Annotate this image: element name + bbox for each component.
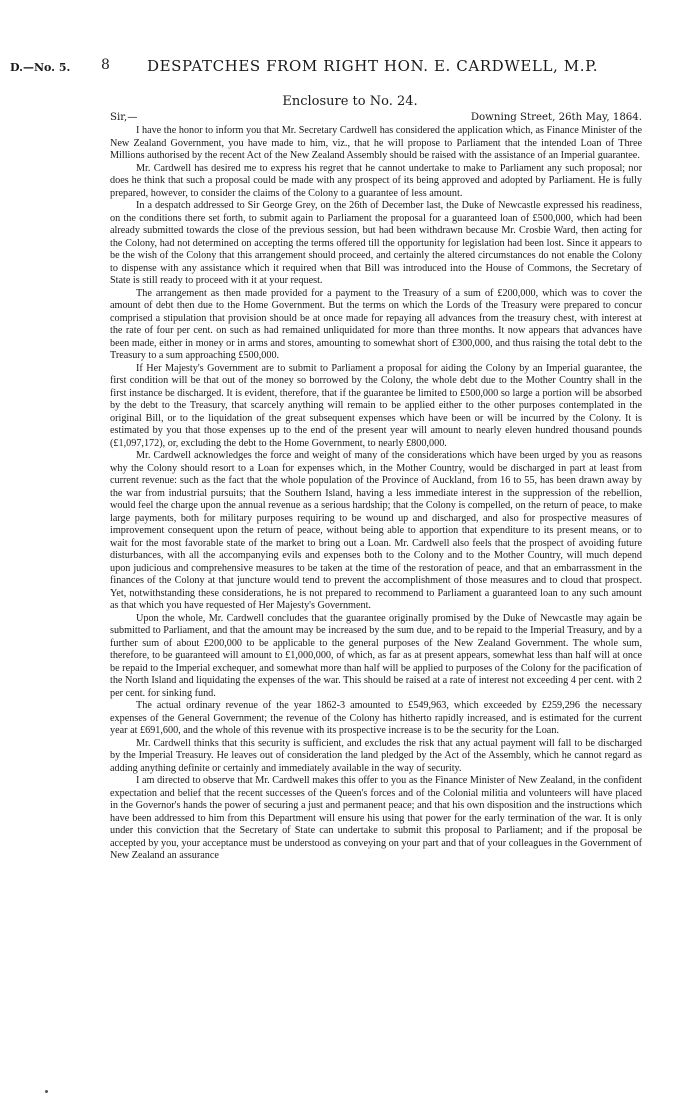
page-header	[10, 57, 700, 77]
enclosure-heading: Enclosure to No. 24.	[282, 94, 418, 109]
paragraph: If Her Majesty's Government are to submit to Parliament a proposal for aiding the Colony by an Imperial guarantee, the first condition will be that out of the money so borrowed by the Colony, the whole debt due to the Mother Country shall in the first instance be discharged. It is evident, therefore, that if the guarantee be limited to £500,000 so large a portion will be absorbed by the debt to the Treasury, that scarcely anything will remain to be applied either to the other purposes contemplated in the original Bill, or to the liquidation of the great subsequent expenses which have been or will be incurred by the Colony. It is estimated by you that those expenses up to the end of the present year will amount to nearly eleven hundred thousand pounds (£1,097,172), or, excluding the debt to the Home Government, to nearly £800,000.	[110, 362, 642, 449]
paragraph: I am directed to observe that Mr. Cardwell makes this offer to you as the Finance Minister of New Zealand, in the confident expectation and belief that the recent successes of the Queen's forces and of the Colonial militia and volunteers will have placed in the Governor's hands the power of securing a just and permanent peace; and that his own disposition and the instructions which have been addressed to him from this Department will ensure his using that power for the early termination of the war. It is only under this conviction that the Secretary of State can undertake to submit this proposal to Parliament; and if the proposal be accepted by you, your acceptance must be understood as conveying on your part and that of your colleagues in the Government of New Zealand an assurance	[110, 775, 642, 861]
letter-opening	[110, 112, 642, 126]
letter-body	[110, 125, 642, 863]
paragraph: Upon the whole, Mr. Cardwell concludes that the guarantee originally promised by the Duke of Newcastle may again be submitted to Parliament, and that the amount may be increased by the sum due, and to be repaid to the Imperial Treasury, and by a further sum of about £200,000 to be applicable to the general purposes of the New Zealand Government. The whole sum, therefore, to be guaranteed will amount to £1,000,000, of which, as far as at present appears, somewhat less than half will at once be repaid to the Imperial exchequer, and somewhat more than half will be applied to purposes of the Colony for the pacification of the North Island and liquidating the expenses of the war. This should be raised at a rate of interest not exceeding 4 per cent. with 2 per cent. for sinking fund.	[110, 612, 642, 699]
paragraph: Mr. Cardwell has desired me to express his regret that he cannot undertake to make to Parliament any such proposal; nor does he think that such a proposal could be made with any prospect of its being approved and adopted by Parliament. He is fully prepared, however, to consider the claims of the Colony to a guarantee of less amount.	[110, 162, 642, 199]
paragraph: Mr. Cardwell thinks that this security is sufficient, and excludes the risk that any actual payment will fall to be discharged by the Imperial Treasury. He leaves out of consideration the land pledged by the Act of the Assembly, which he cannot regard as adding anything definite or certainly and immediately available in the way of security.	[110, 737, 642, 774]
paragraph: The actual ordinary revenue of the year 1862-3 amounted to £549,963, which exceeded by £259,296 the necessary expenses of the General Government; the revenue of the Colony has hitherto rapidly increased, and is estimated for the current year at £691,600, and the whole of this revenue with its prospective increase is to be the security for the Loan.	[110, 700, 642, 736]
running-title: DESPATCHES FROM RIGHT HON. E. CARDWELL, M.P.	[147, 57, 599, 75]
page-number: 8	[101, 57, 110, 73]
margin-speck	[45, 1090, 48, 1093]
paragraph: The arrangement as then made provided for a payment to the Treasury of a sum of £200,000, which was to cover the amount of debt then due to the Home Government. But the terms on which the Lords of the Treasury were prepared to concur comprised a stipulation that provision should be at once made for repaying all advances from the treasury chest, with interest at the rate of four per cent. on such as had remained unliquidated for more than three months. It now appears that advances have been made, either in money or in arms and stores, amounting to somewhat short of £300,000, and thus raising the total debt to the Treasury to a sum approaching £500,000.	[110, 287, 642, 361]
paragraph: In a despatch addressed to Sir George Grey, on the 26th of December last, the Duke of Newcastle expressed his readiness, on the conditions there set forth, to submit again to Parliament the proposal for a guaranteed loan of £500,000, which had been already submitted towards the close of the previous session, but had been withdrawn because Mr. Crosbie Ward, then acting for the Colony, had not determined on accepting the terms offered till the opportunity for legislation had been lost. Since it appears to be the wish of the Colony that this arrangement should proceed, and certainly the altered circumstances do not enable the Colony to dispense with any assistance which it required when that Bill was introduced into the House of Commons, the Secretary of State is still ready to proceed with it at your request.	[110, 200, 642, 286]
dateline: Downing Street, 26th May, 1864.	[470, 112, 642, 123]
paragraph: I have the honor to inform you that Mr. Secretary Cardwell has considered the application which, as Finance Minister of the New Zealand Government, you have made to him, viz., that he will propose to Parliament that the intended Loan of Three Millions authorised by the recent Act of the New Zealand Assembly should be raised with the assistance of an Imperial guarantee.	[110, 125, 642, 161]
paragraph: Mr. Cardwell acknowledges the force and weight of many of the considerations which have been urged by you as reasons why the Colony should resort to a Loan for expenses which, in the Mother Country, would be discharged in part at least from current revenue: such as the fact that the whole population of the Province of Auckland, from 16 to 55, has been drawn away by the war from industrial pursuits; that the Southern Island, having a less immediate interest in the suppression of the rebellion, would feel the charge upon the annual revenue as a serious hardship; that the Colony is compelled, on the return of peace, to make large payments, both for military purposes requiring to be wound up and discharged, and also for prospective measures of improvement consequent upon the return of peace, without being able to apportion that expenditure to its present means, or to wait for the most favorable state of the market to bring out a Loan. Mr. Cardwell also feels that the prospect of avoiding future disturbances, with all the accompanying evils and expenses both to the Colony and to the Mother Country, will much depend upon judicious and comprehensive measures to be taken at the time of the restoration of peace, and that an embarrassment in the finances of the Colony at that juncture would tend to prevent the accomplishment of those measures and to cloud that prospect. Yet, notwithstanding these considerations, he is not prepared to recommend to Parliament a guaranteed loan to any such amount as that which you have requested of Her Majesty's Government.	[110, 450, 642, 611]
salutation: Sir,—	[110, 112, 138, 123]
document-reference: D.—No. 5.	[10, 61, 71, 74]
